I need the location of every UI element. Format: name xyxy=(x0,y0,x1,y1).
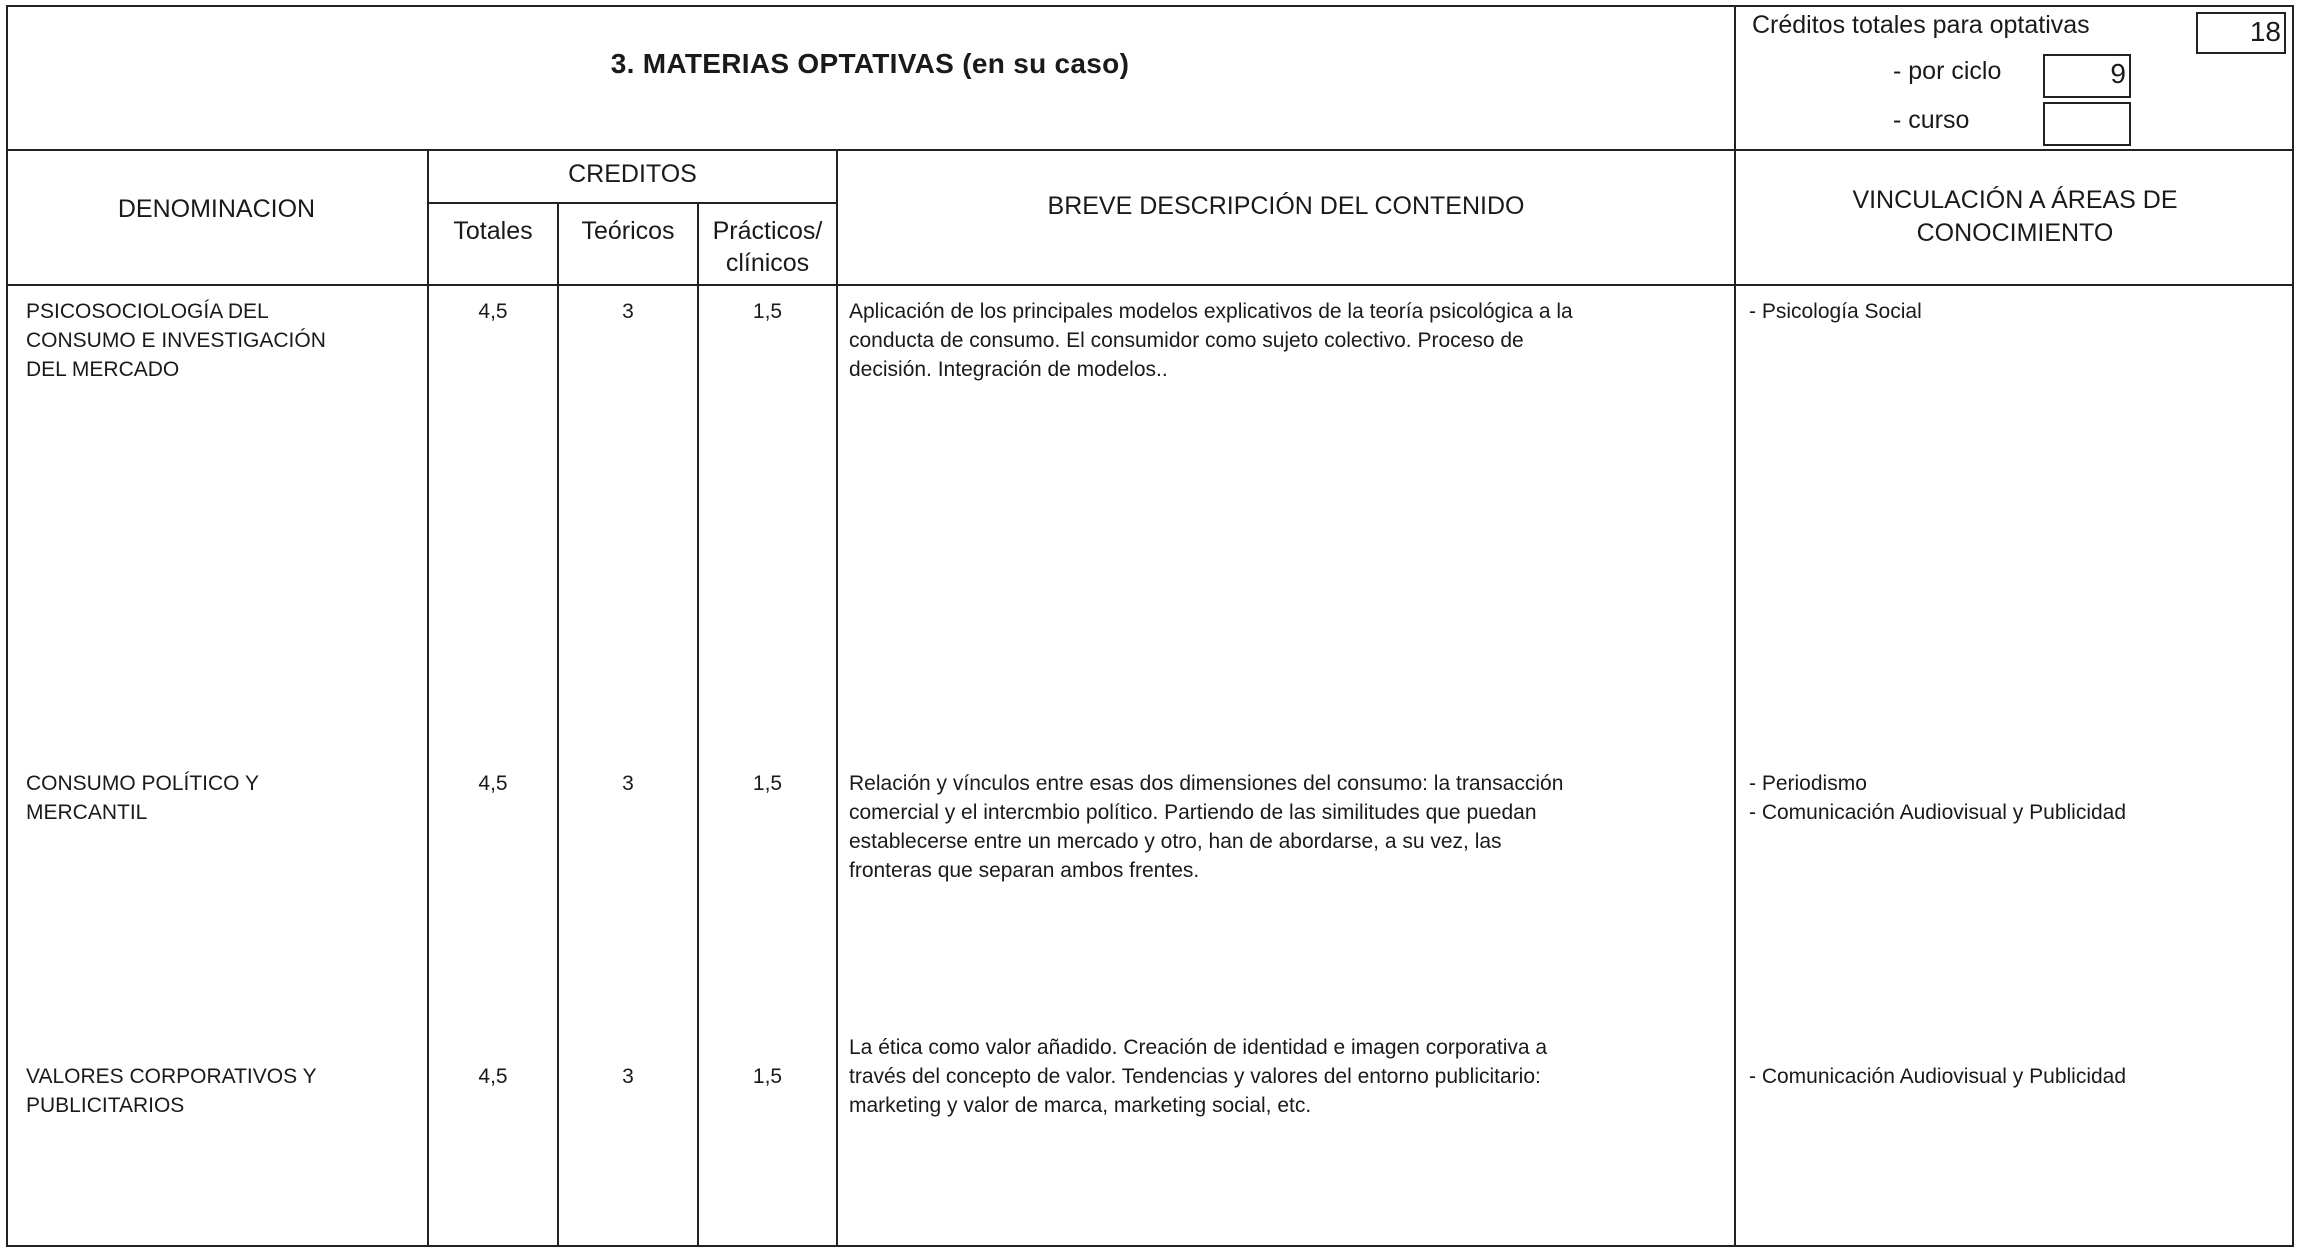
row-1-name-line-1: PSICOSOCIOLOGÍA DEL xyxy=(26,300,269,323)
credits-total-value: 18 xyxy=(2196,12,2286,54)
row-2-name-line-2: MERCANTIL xyxy=(26,801,148,824)
row-3-teoricos: 3 xyxy=(622,1065,634,1088)
header-vinculacion-line1: VINCULACIÓN A ÁREAS DE xyxy=(1852,186,2178,214)
row-2-areas xyxy=(1749,769,2126,827)
row-3-area-line-1: - Comunicación Audiovisual y Publicidad xyxy=(1749,1065,2127,1088)
row-1-areas xyxy=(1749,297,1922,326)
row-2-desc-line-3: establecerse entre un mercado y otro, han de abordarse, a su vez, las xyxy=(849,830,1502,853)
credits-cycle-label: - por ciclo xyxy=(1893,57,2002,85)
row-2-teoricos: 3 xyxy=(622,772,634,795)
credits-course-label: - curso xyxy=(1893,106,1970,134)
row-3-name-line-1: VALORES CORPORATIVOS Y xyxy=(26,1065,317,1088)
divider-header xyxy=(6,284,2294,286)
col-divider-4 xyxy=(836,149,838,1247)
row-1-practicos: 1,5 xyxy=(752,300,783,323)
row-3-description xyxy=(849,1033,1547,1120)
row-2-practicos: 1,5 xyxy=(752,772,783,795)
row-3-practicos: 1,5 xyxy=(752,1065,783,1088)
row-1-totales: 4,5 xyxy=(478,300,508,323)
header-practicos-line1: Prácticos/ xyxy=(712,217,823,245)
col-divider-title xyxy=(1734,5,1736,151)
row-3-areas xyxy=(1749,1062,2126,1091)
row-1-area-line-1: - Psicología Social xyxy=(1749,300,1922,323)
row-1-desc-line-2: conducta de consumo. El consumidor como sujeto colectivo. Proceso de xyxy=(849,329,1524,352)
row-2-totales: 4,5 xyxy=(478,772,508,795)
header-descripcion: BREVE DESCRIPCIÓN DEL CONTENIDO xyxy=(1047,192,1525,220)
row-1-description xyxy=(849,297,1573,384)
row-3-desc-line-2: través del concepto de valor. Tendencias y valores del entorno publicitario: xyxy=(849,1065,1541,1088)
row-2-name-line-1: CONSUMO POLÍTICO Y xyxy=(26,772,259,795)
credits-total-label: Créditos totales para optativas xyxy=(1752,11,2090,39)
table-row-3-name xyxy=(26,1062,317,1120)
header-teoricos: Teóricos xyxy=(581,217,675,245)
header-denominacion: DENOMINACION xyxy=(117,195,316,223)
row-2-desc-line-2: comercial y el intercmbio político. Partiendo de las similitudes que puedan xyxy=(849,801,1537,824)
row-2-area-line-1: - Periodismo xyxy=(1749,772,1867,795)
row-3-name-line-2: PUBLICITARIOS xyxy=(26,1094,185,1117)
header-vinculacion-line2: CONOCIMIENTO xyxy=(1916,219,2114,247)
header-practicos-line2: clínicos xyxy=(725,249,810,277)
row-2-desc-line-1: Relación y vínculos entre esas dos dimensiones del consumo: la transacción xyxy=(849,772,1564,795)
row-1-desc-line-3: decisión. Integración de modelos.. xyxy=(849,358,1168,381)
col-divider-5 xyxy=(1734,149,1736,1247)
row-2-description xyxy=(849,769,1563,885)
row-1-desc-line-1: Aplicación de los principales modelos explicativos de la teoría psicológica a la xyxy=(849,300,1573,323)
row-1-name-line-2: CONSUMO E INVESTIGACIÓN xyxy=(26,329,326,352)
header-creditos: CREDITOS xyxy=(568,160,697,188)
header-totales: Totales xyxy=(453,217,533,245)
credits-cycle-value: 9 xyxy=(2043,54,2131,98)
row-2-area-line-2: - Comunicación Audiovisual y Publicidad xyxy=(1749,801,2127,824)
table-row-1-name xyxy=(26,297,326,384)
divider-creditos xyxy=(427,202,837,204)
credits-course-value xyxy=(2043,102,2131,146)
row-3-desc-line-1: La ética como valor añadido. Creación de identidad e imagen corporativa a xyxy=(849,1036,1548,1059)
row-1-teoricos: 3 xyxy=(622,300,634,323)
row-3-desc-line-3: marketing y valor de marca, marketing social, etc. xyxy=(849,1094,1312,1117)
divider-title xyxy=(6,149,2294,151)
section-title: 3. MATERIAS OPTATIVAS (en su caso) xyxy=(610,48,1130,79)
row-3-totales: 4,5 xyxy=(478,1065,508,1088)
table-row-2-name xyxy=(26,769,259,827)
row-2-desc-line-4: fronteras que separan ambos frentes. xyxy=(849,859,1200,882)
row-1-name-line-3: DEL MERCADO xyxy=(26,358,180,381)
